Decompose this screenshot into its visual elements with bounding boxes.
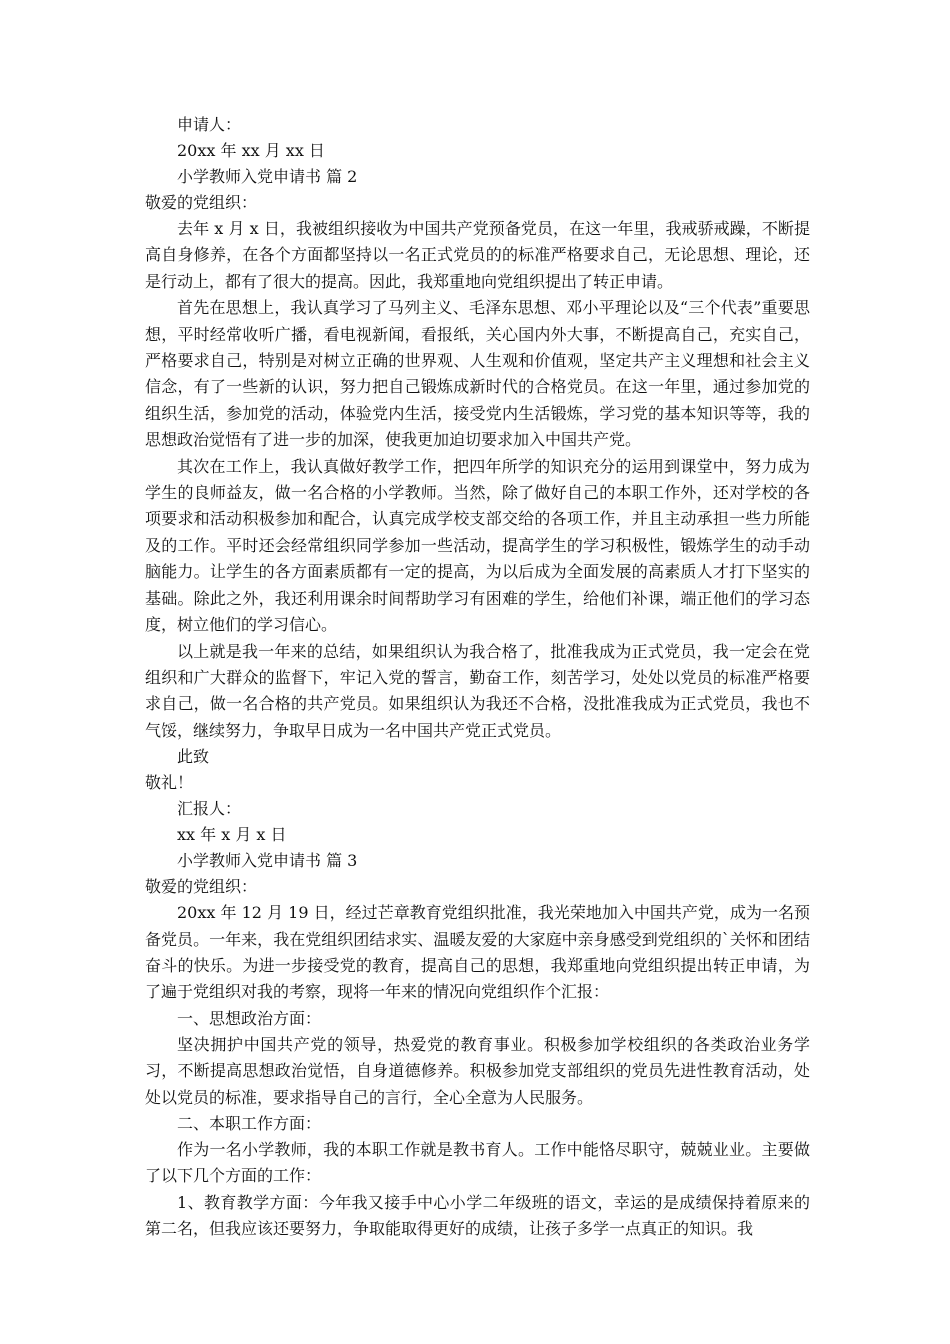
section2-closing-2: 敬礼！ — [145, 773, 194, 793]
section2-paragraph-2: 首先在思想上，我认真学习了马列主义、毛泽东思想、邓小平理论以及“三个代表”重要思想，平时经常收听广播，看电视新闻，看报纸，关心国内外大事，不断提高自己，充实自己，严格要求自己，特别是对树立正确的世界观、人生观和价值观，坚定共产主义理想和社会主义信念，有了一些新的认识，努力把自己锻炼成新时代的合格党员。在这一年里，通过参加党的组织生活，参加党的活动，体验党内生活，接受党内生活锻炼，学习党的基本知识等等，我的思想政治觉悟有了进一步的加深，使我更加迫切要求加入中国共产党。 — [145, 298, 810, 450]
section3-paragraph-1: 坚决拥护中国共产党的领导，热爱党的教育事业。积极参加学校组织的各类政治业务学习，不断提高思想政治觉悟，自身道德修养。积极参加党支部组织的党员先进性教育活动，处处以党员的标准，要求指导自己的言行，全心全意为人民服务。 — [145, 1034, 810, 1107]
section3-title: 小学教师入党申请书 篇 3 — [177, 851, 358, 871]
section3-intro: 20xx 年 12 月 19 日，经过芒章教育党组织批准，我光荣地加入中国共产党，成为一名预备党员。一年来，我在党组织团结求实、温暖友爱的大家庭中亲身感受到党组织的`关怀和团结奋斗的快乐。为进一步接受党的教育，提高自己的思想，我郑重地向党组织提出转正申请，为了遍于党组织对我的考察，现将一年来的情况向党组织作个汇报： — [145, 903, 810, 1002]
section3-paragraph-2: 作为一名小学教师，我的本职工作就是教书育人。工作中能恪尽职守，兢兢业业。主要做了以下几个方面的工作： — [145, 1139, 810, 1186]
section3-heading-1: 一、思想政治方面： — [177, 1008, 322, 1028]
section3-paragraph-3: 1、教育教学方面：今年我又接手中心小学二年级班的语文，幸运的是成绩保持着原来的第二名，但我应该还要努力，争取能取得更好的成绩，让孩子多学一点真正的知识。我 — [145, 1192, 810, 1239]
section2-paragraph-1: 去年 x 月 x 日，我被组织接收为中国共产党预备党员，在这一年里，我戒骄戒躁，不断提高自身修养，在各个方面都坚持以一名正式党员的的标准严格要求自己，无论思想、理论，还是行动上，都有了很大的提高。因此，我郑重地向党组织提出了转正申请。 — [145, 219, 810, 291]
section2-title: 小学教师入党申请书 篇 2 — [177, 167, 358, 186]
section3-heading-2: 二、本职工作方面： — [177, 1113, 322, 1133]
reporter-label: 汇报人： — [177, 799, 242, 819]
section2-salutation: 敬爱的党组织： — [145, 193, 258, 212]
section2-paragraph-4: 以上就是我一年来的总结，如果组织认为我合格了，批准我成为正式党员，我一定会在党组织和广大群众的监督下，牢记入党的誓言，勤奋工作，刻苦学习，处处以党员的标准严格要求自己，做一名合格的共产党员。如果组织认为我还不合格，没批准我成为正式党员，我也不气馁，继续努力，争取早日成为一名中国共产党正式党员。 — [145, 641, 810, 740]
applicant-label: 申请人： — [177, 115, 242, 134]
section3-salutation: 敬爱的党组织： — [145, 877, 258, 897]
section2-closing-1: 此致 — [177, 747, 210, 767]
document-page — [145, 112, 810, 1243]
section2-paragraph-3: 其次在工作上，我认真做好教学工作，把四年所学的知识充分的运用到课堂中，努力成为学生的良师益友，做一名合格的小学教师。当然，除了做好自己的本职工作外，还对学校的各项要求和活动积极参加和配合，认真完成学校支部交给的各项工作，并且主动承担一些力所能及的工作。平时还会经常组织同学参加一些活动，提高学生的学习积极性，锻炼学生的动手动脑能力。让学生的各方面素质都有一定的提高，为以后成为全面发展的高素质人才打下坚实的基础。除此之外，我还利用课余时间帮助学习有困难的学生，给他们补课，端正他们的学习态度，树立他们的学习信心。 — [145, 456, 810, 635]
applicant-date: 20xx 年 xx 月 xx 日 — [177, 141, 325, 160]
reporter-date: xx 年 x 月 x 日 — [177, 825, 287, 845]
